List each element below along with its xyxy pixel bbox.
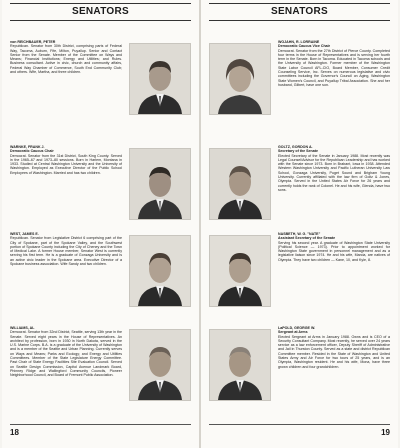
senator-bio: Democrat. Senator from the 27th District of Pierce County. Completed four terms in the House of Representatives and is serving her fourth term in the Senate. Born in Tacoma. Educated in Tacoma schools and the University of Washington. Former member of the Washington State Labor Council AFL-CIO, Board Member, Consumer Credit Counseling Service, Inc. Serves on numerous legislative and civic committees including the Governor's Council on Aging, Washington State Women's Council, and Puyallup Tribal Association. She and her husband, Gilbert, have one son. — [278, 48, 390, 87]
page-header-title: SENATORS — [270, 6, 329, 17]
senator-text — [10, 145, 122, 175]
senator-name: WILLIAMS, AL — [10, 326, 35, 330]
portrait-icon — [130, 330, 190, 400]
senator-name: WEST, JAMES E. — [10, 232, 39, 236]
portrait-icon — [130, 149, 190, 219]
page-number: 18 — [10, 428, 19, 437]
senator-photo — [209, 235, 271, 307]
portrait-icon — [210, 236, 270, 306]
portrait-icon — [130, 44, 190, 114]
senator-bio: Democrat. Senator from 32nd District, Seattle, serving 13th year in the Senate. Served eight years in the House of Representatives. An architect by profession, born in 1930 in North Dakota, served in the U.S. Marine Corps. B.A. is a graduate of the University of Washington and is a member of the Seattle and Urban Planning. Currently serves on Ways and Means; Parks and Ecology; and Energy and Utilities Committees. Member of the State Legislature Energy Committee. Past Chair of State Energy Facilities Site Evaluation Council. Served on Seattle Design Commission, Capitol Avenue Landmark Board, Phinney Ridge and Wallingford Community Councils, Pioneer Neighborhood Council, and Board of Fremont Public Association. — [10, 330, 122, 378]
senator-name: NASBETH, W. G. "NATE" — [278, 232, 321, 236]
senator-photo — [129, 148, 191, 220]
senator-name: von REICHBAUER, PETER — [10, 40, 56, 44]
senator-bio: Elected Sergeant at Arms in January 1988. Owns and is CEO of a Security Consultant Company. Most recently, he served over 24 years service as a law enforcement officer, Deputy Sheriff of Administrative and Jail in Thurston County. Served as a state and district Republican Committee member. Resided in the State of Washington and United States Army and Air Force for two tours of 25 years, and is an Olympia, Washington resident. He and his wife, Mona, have three grown children and four grandchildren. — [278, 334, 390, 369]
senator-photo — [209, 329, 271, 401]
portrait-icon — [130, 236, 190, 306]
senator-entry — [209, 232, 390, 326]
senator-entry — [10, 145, 191, 239]
page-header — [209, 3, 390, 21]
page-header — [10, 3, 191, 21]
senator-entry — [209, 145, 390, 239]
senator-text — [278, 232, 390, 262]
senator-entry — [10, 232, 191, 326]
page-header-title: SENATORS — [71, 6, 130, 17]
senator-text — [10, 232, 122, 266]
senator-photo — [129, 235, 191, 307]
footer-rule — [10, 424, 191, 425]
senator-name: GOLTZ, GORDON A. — [278, 145, 313, 149]
senator-name: WARNKE, FRANK J. — [10, 145, 45, 149]
senator-entry — [10, 326, 191, 420]
senator-text — [10, 326, 122, 378]
senator-entry — [209, 326, 390, 420]
senator-title: Secretary of the Senate — [278, 149, 318, 154]
senator-photo — [129, 43, 191, 115]
senator-text — [278, 326, 390, 369]
senator-title: Democratic Caucus Chair — [10, 149, 54, 154]
right-page — [201, 0, 398, 448]
portrait-icon — [210, 44, 270, 114]
senator-bio: Democrat. Senator from the 31st District, South King County. Served in the 1965–67 and 1973–80 sessions. Born in Harlem, Montana in 1933. Studied at Central Washington University and the University of Washington. Employed as Executive Director of the Public School Employees of Washington. Married and has two children. — [10, 153, 122, 175]
portrait-icon — [210, 330, 270, 400]
senator-text — [10, 40, 122, 74]
left-page — [2, 0, 199, 448]
senator-bio: Republican. Senator from 30th District, comprising parts of Federal Way, Tacoma, Auburn, Fife, Milton, Puyallup. Senior and Contact Senior from the Senate. Member of the Committee on Ways and Means; Financial Institutions; Energy and Utilities; and Rules. Business consultant. Active in civic, church and community affairs, Federal Way Chamber of Commerce, South End Community Club; and others. Wife, Martha, and three children. — [10, 44, 122, 75]
senator-entry — [10, 40, 191, 134]
senator-photo — [209, 43, 271, 115]
senator-photo — [129, 329, 191, 401]
senator-name: LaPOLD, GEORGE W. — [278, 326, 316, 330]
senator-bio: Serving his second year. A graduate of Washington State University (Political Science — 1973). Prior to appointment worked for Washington State government in personnel management and as a legislative liaison since 1974. He and his wife, Marcia, are natives of Olympia. They have two children — Kane, 10, and Kyle, 8. — [278, 240, 390, 262]
senator-text — [278, 145, 390, 192]
senator-photo — [209, 148, 271, 220]
senator-bio: Republican. Senator from Legislative District 6 comprising part of the City of Spokane, part of the Spokane Valley, and the Southwest portion of Spokane County including the City of Cheney and the Town of Medical Lake. A former House member, Senator West is currently serving his first term. He is a graduate of Gonzaga University and is an active civic leader in the Spokane area. Executive Director of a Spokane business association. Wife Sandy and two children. — [10, 236, 122, 267]
senator-name: WOJAHN, R. LORRAINE — [278, 40, 320, 44]
senator-title: Sergeant at Arms — [278, 330, 308, 335]
senator-title: Democratic Caucus Vice Chair — [278, 44, 331, 49]
footer-rule — [209, 424, 390, 425]
portrait-icon — [210, 149, 270, 219]
senator-bio: Elected Secretary of the Senate in January 1988. Most recently was Legal Counsel/Advisor for the Republican Leadership and has worked with the Senate since 1973. Born in Brabant, Iowa in 1938. Attended Western Washington University and Pacific Lutheran University Law School, Gonzaga University, Puget Sound and Brigham Young University. Currently affiliated with the law firm of Goltz & Jones, Olympia. Served in the United States Air Force for 26 years and currently holds the rank of Colonel. He and his wife, Glenda, have two sons. — [278, 153, 390, 192]
page-number: 19 — [381, 428, 390, 437]
senator-text — [278, 40, 390, 87]
senator-entry — [209, 40, 390, 134]
senator-title: Assistant Secretary of the Senate — [278, 236, 336, 241]
